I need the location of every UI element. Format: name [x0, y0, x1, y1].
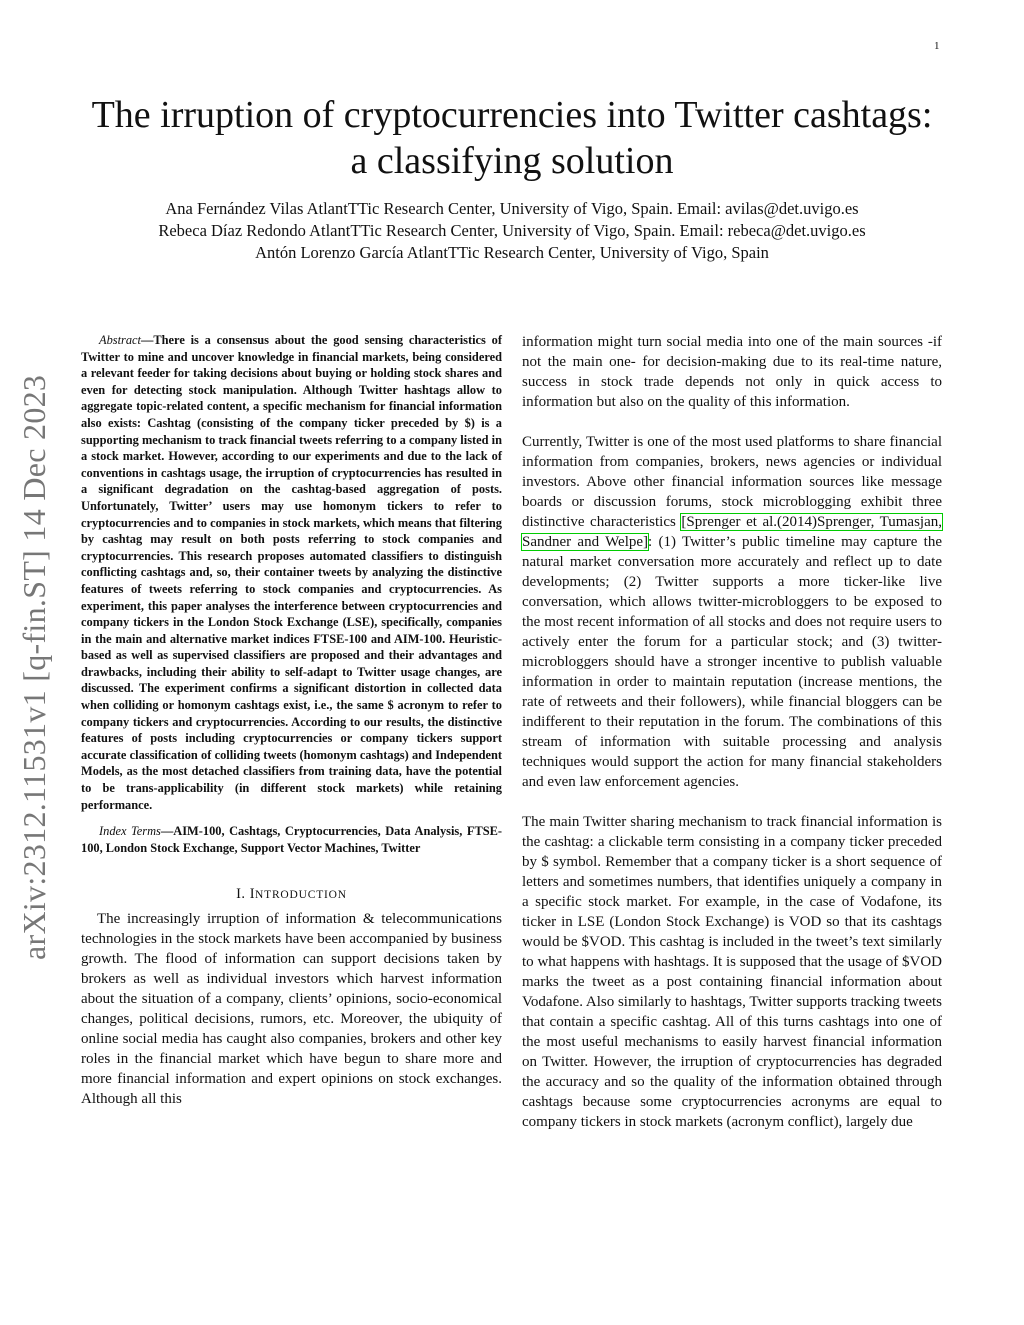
paragraph-2-text-before: Currently, Twitter is one of the most used platforms to share financial information from companies, brokers, news agencies or individual investors. Above other financial information sources like message boards or discussion forums, stock microblogging exhibit three distinctive characteristics: [522, 434, 942, 530]
index-terms: [81, 823, 502, 856]
index-terms-label: Index Terms: [99, 824, 161, 839]
section-first-letter: I: [249, 886, 256, 903]
abstract: [81, 332, 502, 813]
citation-link[interactable]: [Sprenger et al.(2014)Sprenger, Tumasjan, Sandner and Welpe]: [522, 514, 942, 550]
body-paragraph-1: information might turn social media into one of the main sources -if not the main one- for decision-making due to its real-time nature, success in stock trade depends not only in quick access to information but also on the quality of this information.: [522, 334, 942, 410]
abstract-text: —There is a consensus about the good sensing characteristics of Twitter to mine and uncover knowledge in financial markets, being considered a relevant feeder for taking decisions about buying or holding stock shares and even for detecting stock manipulation. Although Twitter hashtags allow to aggregate topic-related content, a specific mechanism for financial information also exists: Cashtag (consisting of the company ticker preceded by $) is a supporting mechanism to track financial tweets referring to a company listed in a stock market. However, according to our experiments and due to the lack of conventions in cashtags usage, the irruption of cryptocurrencies has resulted in a significant degradation on the cashtag-based aggregation of posts. Unfortunately, Twitter’ users may use homonym tickers to refer to cryptocurrencies and to companies in stock markets, which means that filtering by cashtag may result on both posts referring to stock companies and cryptocurrencies. This research proposes automated classifiers to distinguish conflicting cashtags and, so, their container tweets by analyzing the distinctive features of tweets referring to stock companies and cryptocurrencies. As experiment, this paper analyses the interference between cryptocurrencies and company tickers in the London Stock Exchange (LSE), specifically, companies in the main and alternative market indices FTSE-100 and AIM-100. Heuristic-based as well as supervised classifiers are proposed and their advantages and drawbacks, including their ability to self-adapt to Twitter usage changes, are discussed. The experiment confirms a significant distortion in collected data when colliding or homonym cashtags exist, i.e., the same $ acronym to refer to company tickers and cryptocurrencies. According to our results, the distinctive features of posts including cryptocurrencies or company tickers support accurate classification of colliding tweets (homonym cashtags) and Independent Models, as the most detached classifiers from training data, have the potential to be trans-applicability (in different stock markets) while retaining performance.: [81, 333, 502, 812]
left-column: [81, 332, 502, 1109]
paper-title: The irruption of cryptocurrencies into Twitter cashtags: a classifying solution: [91, 94, 933, 182]
section-heading-introduction: [81, 886, 502, 903]
body-paragraph-2: [522, 432, 942, 792]
page-number: 1: [934, 40, 940, 52]
section-numeral: I.: [236, 886, 250, 903]
author-line-3: Antón Lorenzo García AtlantTTic Research Center, University of Vigo, Spain: [255, 243, 769, 262]
right-column: [522, 332, 942, 1132]
intro-paragraph: The increasingly irruption of information & telecommunications technologies in the stock markets have been accompanied by business growth. The flood of information can support decisions taken by brokers as well as individual investors which harvest information about the situation of a company, clients’ opinions, socio-economical changes, political decisions, rumors, etc. Moreover, the ubiquity of online social media has caught also companies, brokers and other key roles in the financial market which have begun to share more and more financial information and expert opinions on stock exchanges. Although all this: [81, 911, 502, 1108]
author-line-2: Rebeca Díaz Redondo AtlantTTic Research Center, University of Vigo, Spain. Email: rebeca@det.uvigo.es: [158, 221, 866, 240]
abstract-label: Abstract: [99, 333, 141, 347]
arxiv-identifier: arXiv:2312.11531v1 [q-fin.ST] 14 Dec 2023: [16, 374, 52, 960]
paragraph-2-text-after: : (1) Twitter’s public timeline may capture the natural market conversation more accurately and reflect up to date developments; (2) Twitter supports a more ticker-like live conversation, which allows twitter-microbloggers to be exposed to the most recent information of all stocks and does not require users to actively enter the forum for a particular stock; and (3) twitter-microbloggers should have a stronger incentive to publish valuable information in order to maintain reputation (increase mentions, the rate of retweets and their followers), while financial bloggers can be indifferent to their reputation in the forum. The combinations of this stream of information with suitable processing and analysis techniques would support the action for many financial stakeholders and even law enforcement agencies.: [522, 534, 942, 790]
author-line-1: Ana Fernández Vilas AtlantTTic Research Center, University of Vigo, Spain. Email: avilas@det.uvigo.es: [165, 199, 859, 218]
body-paragraph-3: The main Twitter sharing mechanism to track financial information is the cashtag: a clickable term consisting in a company ticker preceded by $ symbol. Remember that a company ticker is a short sequence of letters and sometimes numbers, that identifies uniquely a company in a specific stock market. For example, in the case of Vodafone, its ticker in LSE (London Stock Exchange) is VOD so that its cashtags would be $VOD. This cashtag is included in the tweet’s text similarly to what happens with hashtags. It is supposed that the usage of $VOD marks the tweet as a post containing financial information about Vodafone. Also similarly to hashtags, Twitter supports tracking tweets that contain a specific cashtag. All of this turns cashtags into one of the most useful mechanisms to easily harvest financial information on Twitter. However, the irruption of cryptocurrencies has degraded the accuracy and so the quality of the information obtained through cashtags because some cryptocurrencies acronyms are equal to company tickers in stock markets (acronym conflict), largely due: [522, 814, 943, 1130]
author-block: [60, 198, 964, 264]
section-title-rest: NTRODUCTION: [255, 889, 347, 902]
index-terms-text: —AIM-100, Cashtags, Cryptocurrencies, Data Analysis, FTSE-100, London Stock Exchange, Support Vector Machines, Twitter: [81, 824, 502, 855]
